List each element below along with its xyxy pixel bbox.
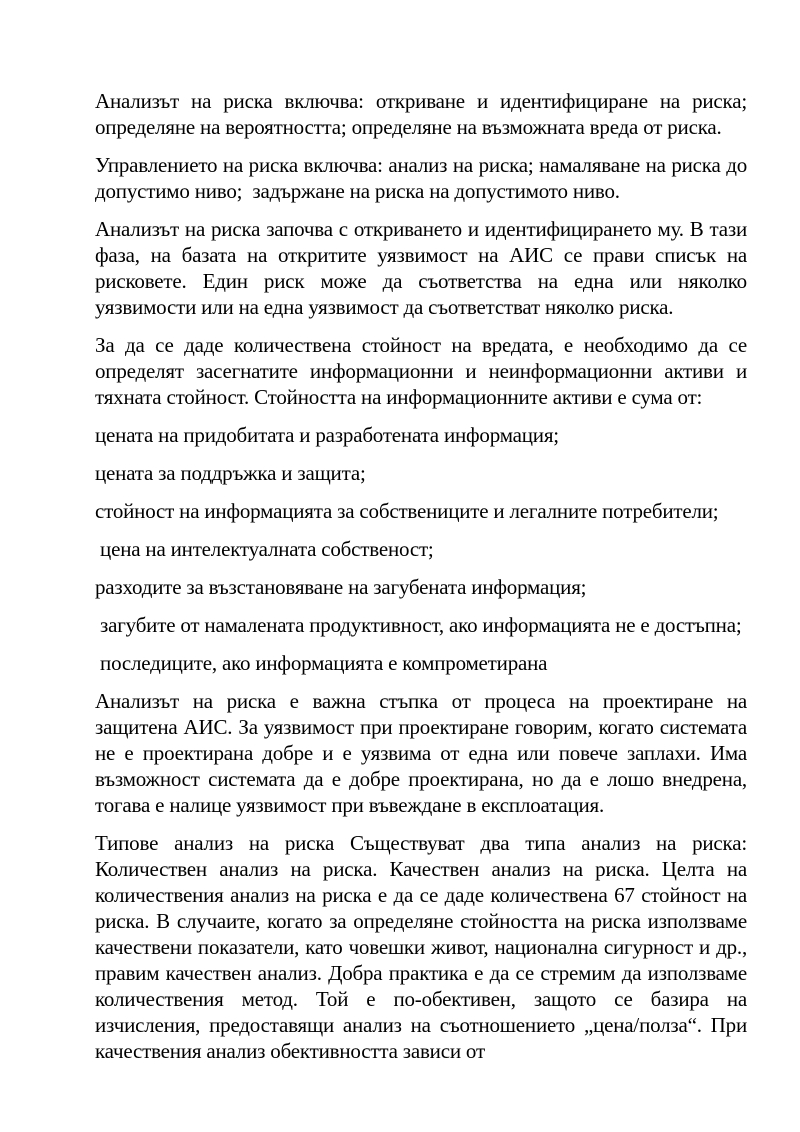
list-line-owner-value: стойност на информацията за собствениците и легалните потребители; xyxy=(95,499,719,523)
paragraph-risk-analysis-types: Типове анализ на риска Съществуват два типа анализ на риска: Количествен анализ на риска. Качествен анализ на риска. Целта на количествения анализ на риска е да се даде количествена 67 стойност на риска. В случаите, когато за определяне стойността на риска използваме качествени показатели, като човешки живот, национална сигурност и др., правим качествен анализ. Добра практика е да се стремим да използваме количествения метод. Той е по-обективен, защото се базира на изчисления, предоставящи анализ на съотношението „цена/полза“. При качествения анализ обективността зависи от xyxy=(95,831,747,1063)
list-line-intellectual-property-price: цена на интелектуалната собственост; xyxy=(95,537,434,561)
paragraph-quantitative-value-intro: За да се даде количествена стойност на вредата, е необходимо да се определят засегнатите информационни и неинформационни активи и тяхната стойност. Стойността на информационните активи е сума от: xyxy=(95,333,747,409)
list-line-maintenance-cost: цената за поддръжка и защита; xyxy=(95,461,366,485)
list-line-recovery-costs: разходите за възстановяване на загубената информация; xyxy=(95,575,587,599)
paragraph-risk-analysis-includes: Анализът на риска включва: откриване и идентифициране на риска; определяне на вероятността; определяне на възможната вреда от риска. xyxy=(95,89,747,139)
paragraph-risk-analysis-start: Анализът на риска започва с откриването и идентифицирането му. В тази фаза, на базата на откритите уязвимост на АИС се прави списък на рисковете. Един риск може да съответства на една или няколко уязвимости или на една уязвимост да съответстват няколко риска. xyxy=(95,217,747,319)
paragraph-risk-management-includes: Управлението на риска включва: анализ на риска; намаляване на риска до допустимо ниво; задържане на риска на допустимото ниво. xyxy=(95,153,747,203)
paragraph-design-vulnerability: Анализът на риска е важна стъпка от процеса на проектиране на защитена АИС. За уязвимост при проектиране говорим, когато системата не е проектирана добре и е уязвима от една или повече заплахи. Има възможност системата да е добре проектирана, но да е лошо внедрена, тогава е налице уязвимост при въвеждане в експлоатация. xyxy=(95,689,747,817)
list-line-productivity-losses: загубите от намалената продуктивност, ако информацията не е достъпна; xyxy=(95,613,742,637)
list-line-compromise-consequences: последиците, ако информацията е компрометирана xyxy=(95,651,548,675)
list-line-acquired-information-cost: цената на придобитата и разработената информация; xyxy=(95,423,559,447)
